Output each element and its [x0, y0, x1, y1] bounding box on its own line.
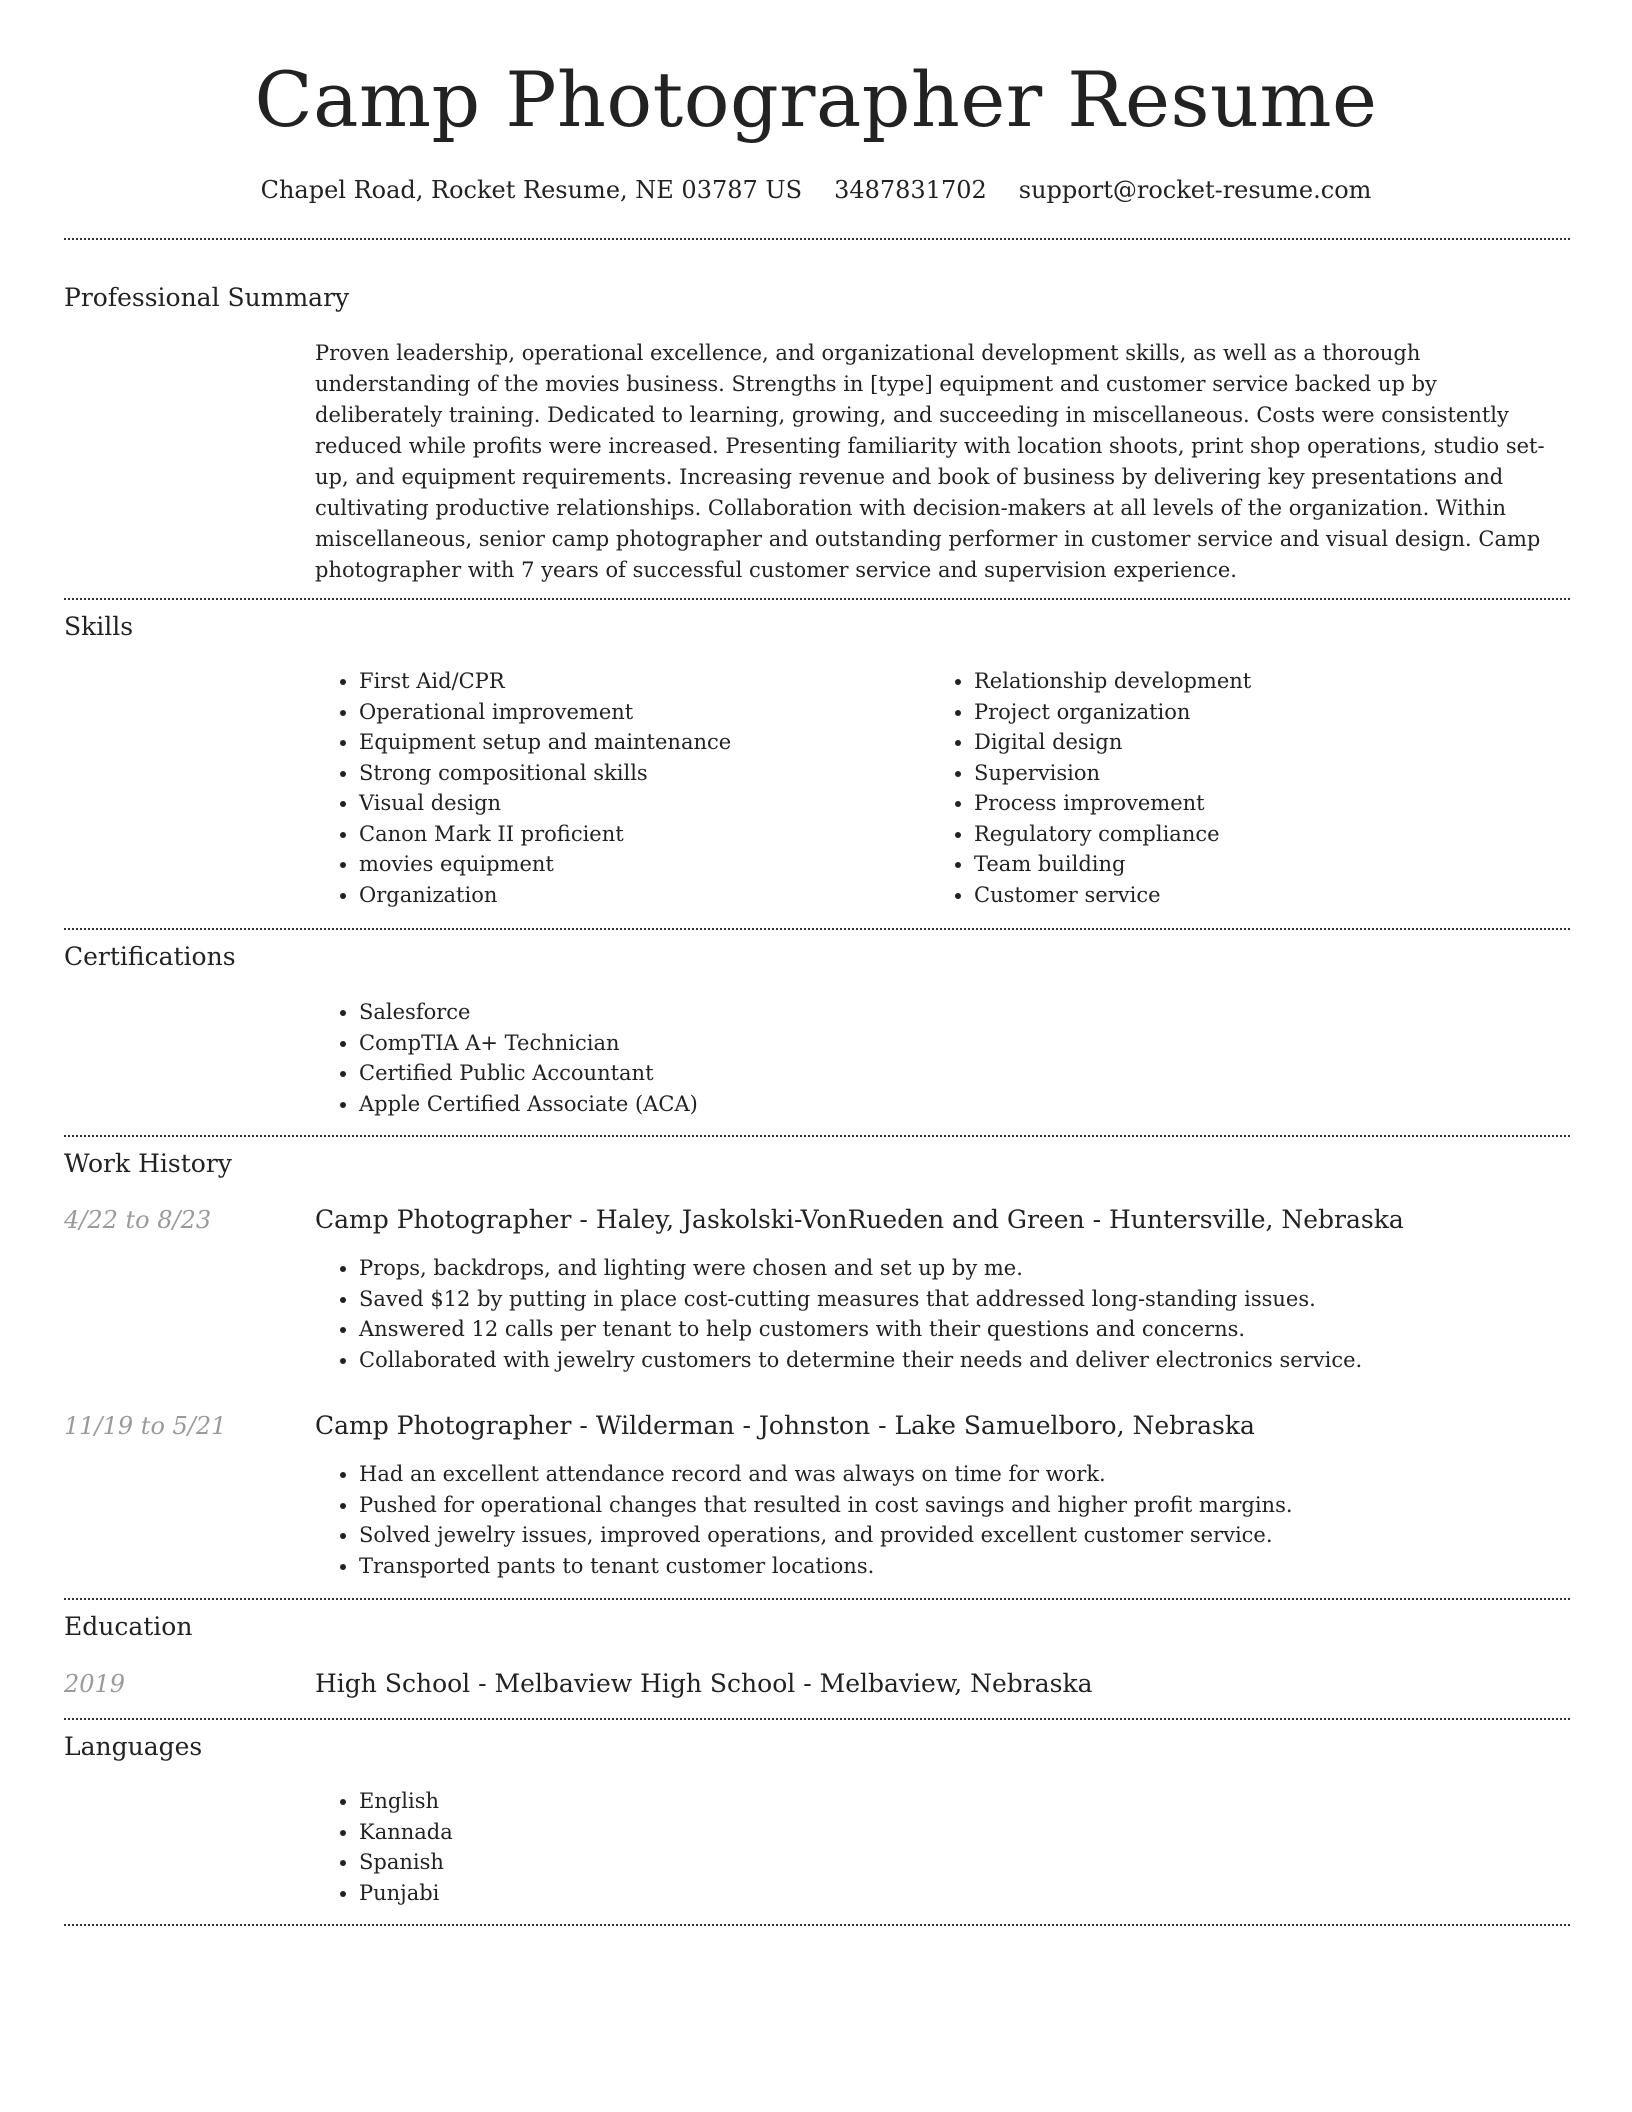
contact-line	[0, 174, 1632, 206]
certification-item: • Certified Public Accountant	[359, 1058, 1565, 1089]
divider	[64, 928, 1570, 930]
job-title: Camp Photographer	[315, 1205, 572, 1234]
job-bullet: • Answered 12 calls per tenant to help customers with their questions and concerns.	[359, 1314, 1565, 1345]
certifications-block	[315, 997, 1565, 1119]
contact-email: support@rocket-resume.com	[1018, 176, 1372, 204]
skill-item: • Project organization	[974, 697, 1545, 728]
resume-header	[0, 0, 1632, 206]
skill-item: • Strong compositional skills	[359, 758, 930, 789]
divider	[64, 1598, 1570, 1600]
skill-item: • Customer service	[974, 880, 1545, 911]
resume-title: Camp Photographer Resume	[254, 55, 1378, 144]
language-item: • Punjabi	[359, 1878, 1565, 1909]
skill-item: • Process improvement	[974, 788, 1545, 819]
skills-block	[315, 666, 1565, 910]
summary-heading: Professional Summary	[64, 283, 350, 312]
certification-item: • CompTIA A+ Technician	[359, 1028, 1565, 1059]
certifications-list	[315, 997, 1565, 1119]
job-bullets	[315, 1253, 1565, 1375]
skill-item: • Equipment setup and maintenance	[359, 727, 930, 758]
skills-list-left	[315, 666, 930, 910]
languages-block	[315, 1786, 1565, 1908]
skill-item: • movies equipment	[359, 849, 930, 880]
languages-list	[315, 1786, 1565, 1908]
education-date: 2019	[64, 1670, 126, 1698]
job-bullets-block	[315, 1459, 1565, 1581]
skill-item: • Team building	[974, 849, 1545, 880]
skill-item: • Regulatory compliance	[974, 819, 1545, 850]
certifications-heading: Certifications	[64, 942, 236, 971]
languages-heading: Languages	[64, 1732, 203, 1761]
skill-item: • Digital design	[974, 727, 1545, 758]
job-employer: - Haley, Jaskolski-VonRueden and Green - Huntersville, Nebraska	[571, 1205, 1404, 1234]
skills-grid	[315, 666, 1565, 910]
skill-item: • Operational improvement	[359, 697, 930, 728]
job-bullets-block	[315, 1253, 1565, 1375]
summary-text: Proven leadership, operational excellence, and organizational development skills, as well as a thorough understanding of the movies business. Strengths in [type] equipment and customer service backed up by deliberately training. Dedicated to learning, growing, and succeeding in miscellaneous. Costs were consistently reduced while profits were increased. Presenting familiarity with location shoots, print shop operations, studio set-up, and equipment requirements. Increasing revenue and book of business by delivering key presentations and cultivating productive relationships. Collaboration with decision-makers at all levels of the organization. Within miscellaneous, senior camp photographer and outstanding performer in customer service and visual design. Camp photographer with 7 years of successful customer service and supervision experience.	[315, 341, 1545, 582]
job-title: Camp Photographer	[315, 1411, 572, 1440]
job-bullet: • Saved $12 by putting in place cost-cutting measures that addressed long-standing issues.	[359, 1284, 1565, 1315]
job-bullet: • Transported pants to tenant customer locations.	[359, 1551, 1565, 1582]
language-item: • English	[359, 1786, 1565, 1817]
education-heading: Education	[64, 1612, 193, 1641]
divider	[64, 238, 1570, 240]
skill-item: • Supervision	[974, 758, 1545, 789]
job-dates: 11/19 to 5/21	[64, 1412, 227, 1440]
skill-item: • Organization	[359, 880, 930, 911]
divider	[64, 598, 1570, 600]
job-bullet: • Pushed for operational changes that resulted in cost savings and higher profit margins.	[359, 1490, 1565, 1521]
education-school: - Melbaview High School - Melbaview, Nebraska	[470, 1669, 1093, 1698]
job-bullet: • Solved jewelry issues, improved operations, and provided excellent customer service.	[359, 1520, 1565, 1551]
education-entry	[315, 1668, 1565, 1700]
education-degree: High School	[315, 1669, 471, 1698]
job-bullet: • Props, backdrops, and lighting were chosen and set up by me.	[359, 1253, 1565, 1284]
skill-item: • Canon Mark II proficient	[359, 819, 930, 850]
work-history-heading: Work History	[64, 1149, 232, 1178]
job-bullets	[315, 1459, 1565, 1581]
contact-address: Chapel Road, Rocket Resume, NE 03787 US	[260, 176, 803, 204]
certification-item: • Salesforce	[359, 997, 1565, 1028]
skills-heading: Skills	[64, 612, 134, 641]
skills-column-right	[930, 666, 1545, 910]
job-header	[315, 1410, 1565, 1442]
skill-item: • Relationship development	[974, 666, 1545, 697]
skills-column-left	[315, 666, 930, 910]
divider	[64, 1924, 1570, 1926]
skills-list-right	[930, 666, 1545, 910]
skill-item: • First Aid/CPR	[359, 666, 930, 697]
language-item: • Kannada	[359, 1817, 1565, 1848]
job-dates: 4/22 to 8/23	[64, 1206, 212, 1234]
job-header	[315, 1204, 1565, 1236]
job-bullet: • Collaborated with jewelry customers to determine their needs and deliver electronics service.	[359, 1345, 1565, 1376]
job-employer: - Wilderman - Johnston - Lake Samuelboro, Nebraska	[571, 1411, 1255, 1440]
summary-block	[315, 338, 1565, 586]
skill-item: • Visual design	[359, 788, 930, 819]
contact-phone: 3487831702	[834, 176, 987, 204]
certification-item: • Apple Certified Associate (ACA)	[359, 1089, 1565, 1120]
divider	[64, 1718, 1570, 1720]
language-item: • Spanish	[359, 1847, 1565, 1878]
divider	[64, 1135, 1570, 1137]
job-bullet: • Had an excellent attendance record and was always on time for work.	[359, 1459, 1565, 1490]
